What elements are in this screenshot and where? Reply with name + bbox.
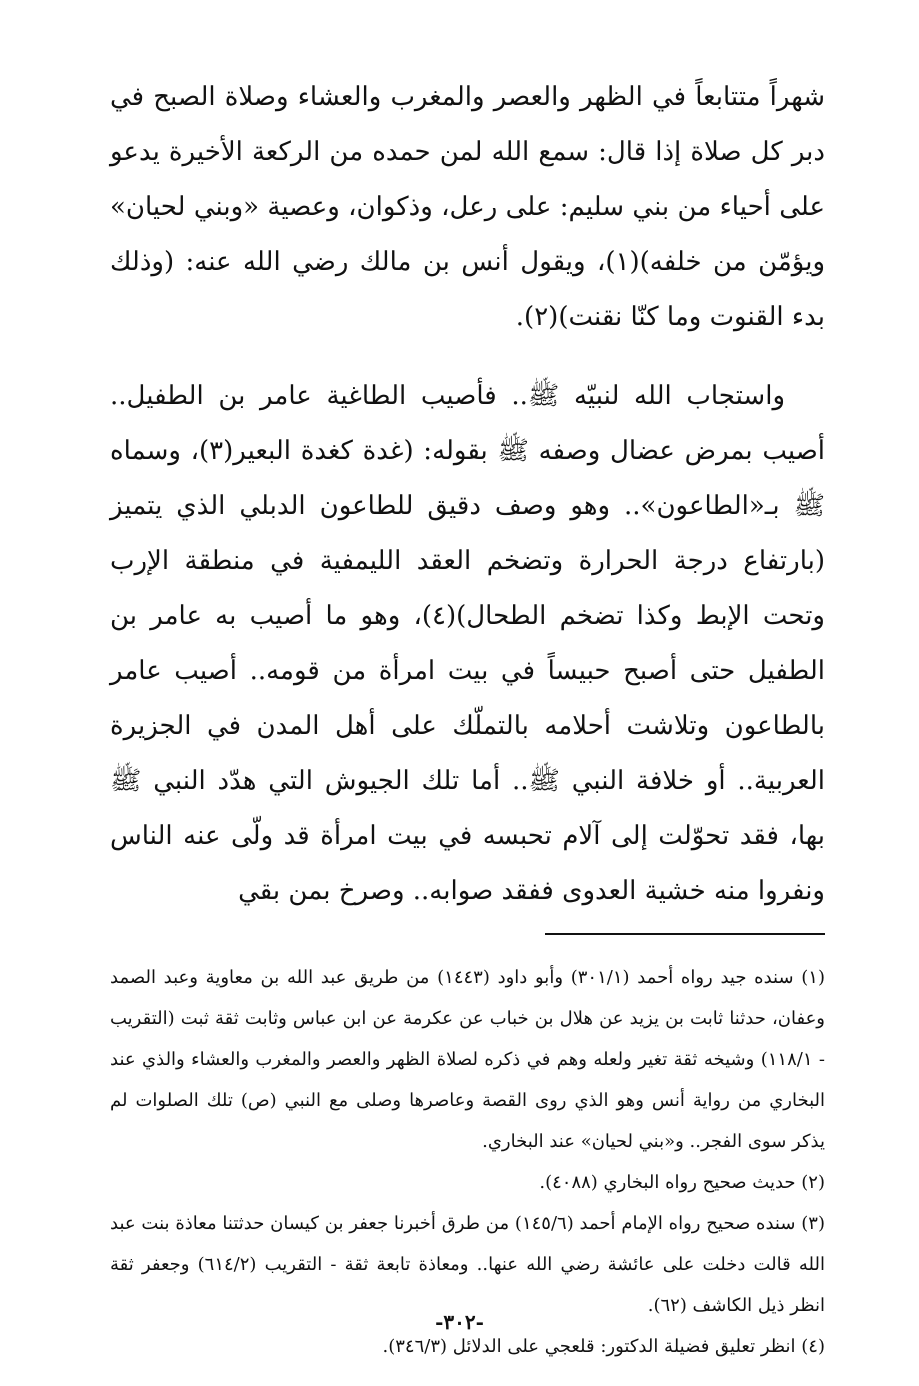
footnote-4: (٤) انظر تعليق فضيلة الدكتور: قلعجي على الدلائل (٣٤٦/٣). [382, 1336, 825, 1357]
footnotes [110, 957, 825, 1367]
page-number: -٣٠٢- [435, 1310, 484, 1334]
footnote-separator [545, 933, 825, 935]
footnote-1: (١) سنده جيد رواه أحمد (٣٠١/١) وأبو داود (١٤٤٣) من طريق عبد الله بن معاوية وعبد الصمد وعفان، حدثنا ثابت بن يزيد عن هلال بن خباب عن عكرمة عن ابن عباس وثابت ثقة ثبت (التقريب - ١١٨/١) وشيخه ثقة تغير ولعله وهم في ذكره لصلاة الظهر والعصر والمغرب والعشاء والذي عند البخاري من رواية أنس وهو الذي روى القصة وعاصرها وصلى مع النبي (ص) تلك الصلوات لم يذكر سوى الفجر.. و«بني لحيان» عند البخاري. [110, 967, 825, 1152]
paragraph-gap [110, 345, 825, 369]
paragraph-2: واستجاب الله لنبيّه ﷺ.. فأصيب الطاغية عامر بن الطفيل.. أصيب بمرض عضال وصفه ﷺ بقوله: (غدة كغدة البعير(٣)، وسماه ﷺ بـ«الطاعون».. وهو وصف دقيق للطاعون الدبلي الذي يتميز (بارتفاع درجة الحرارة وتضخم العقد الليمفية في منطقة الإرب وتحت الإبط وكذا تضخم الطحال)(٤)، وهو ما أصيب به عامر بن الطفيل حتى أصبح حبيساً في بيت امرأة من قومه.. أصيب عامر بالطاعون وتلاشت أحلامه بالتملّك على أهل المدن في الجزيرة العربية.. أو خلافة النبي ﷺ.. أما تلك الجيوش التي هدّد النبي ﷺ بها، فقد تحوّلت إلى آلام تحبسه في بيت امرأة قد ولّى عنه الناس ونفروا منه خشية العدوى ففقد صوابه.. وصرخ بمن بقي [110, 381, 825, 906]
main-text [110, 70, 825, 919]
footnote-2: (٢) حديث صحيح رواه البخاري (٤٠٨٨). [539, 1172, 825, 1193]
page-content [110, 70, 825, 1367]
paragraph-1: شهراً متتابعاً في الظهر والعصر والمغرب والعشاء وصلاة الصبح في دبر كل صلاة إذا قال: سمع الله لمن حمده من الركعة الأخيرة يدعو على أحياء من بني سليم: على رعل، وذكوان، وعصية «وبني لحيان» ويؤمّن من خلفه)(١)، ويقول أنس بن مالك رضي الله عنه: (وذلك بدء القنوت وما كنّا نقنت)(٢). [110, 82, 826, 332]
footnote-3: (٣) سنده صحيح رواه الإمام أحمد (١٤٥/٦) من طرق أخبرنا جعفر بن كيسان حدثتنا معاذة بنت عبد الله قالت دخلت على عائشة رضي الله عنها.. ومعاذة تابعة ثقة - التقريب (٦١٤/٢) وجعفر ثقة انظر ذيل الكاشف (٦٢). [110, 1213, 825, 1316]
